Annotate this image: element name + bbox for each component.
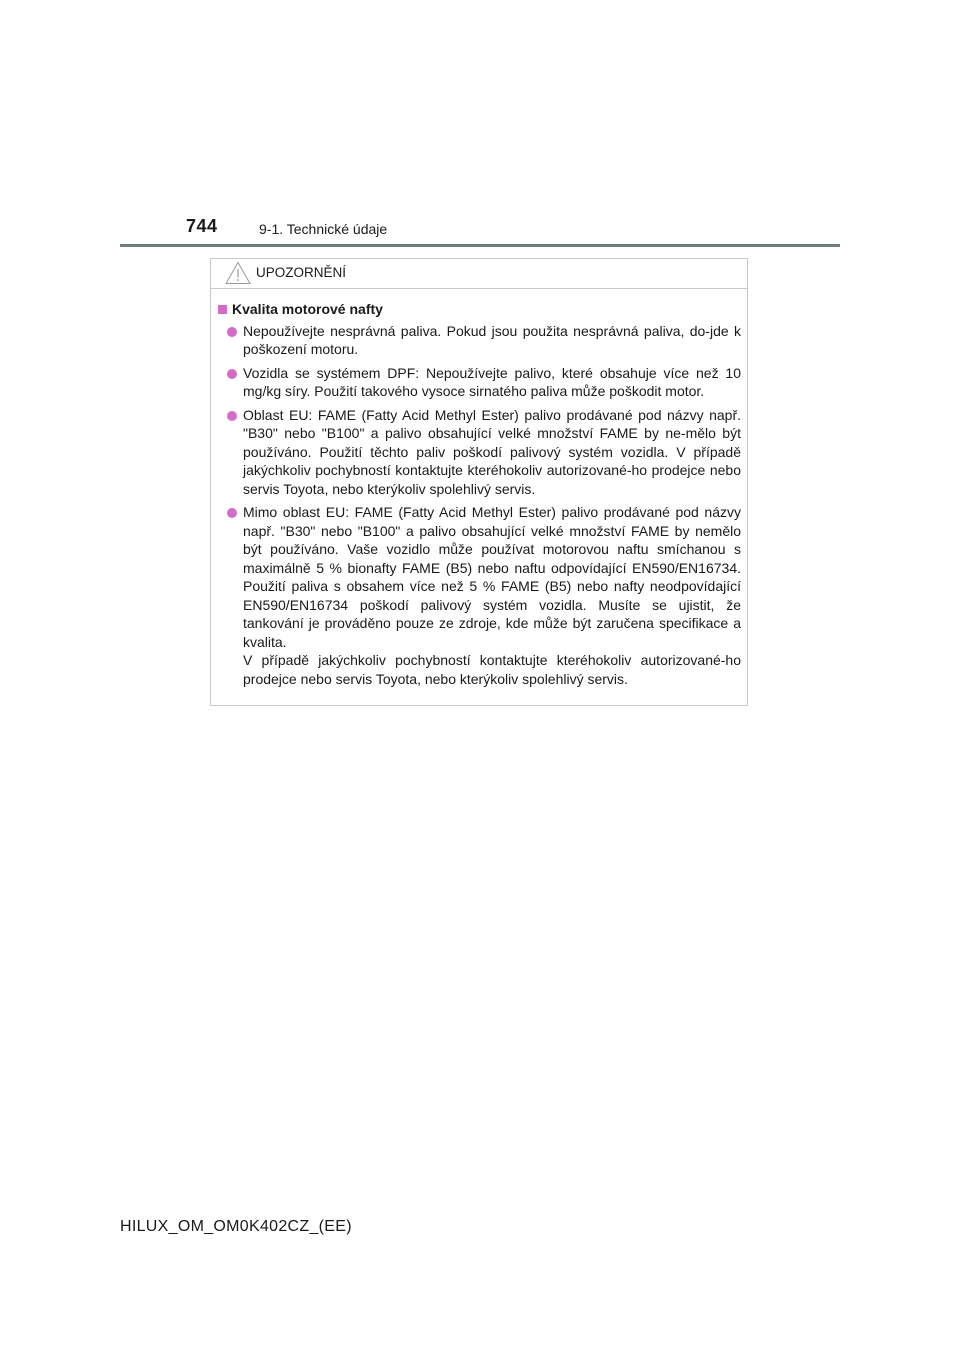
warning-box — [210, 258, 748, 706]
warning-header — [211, 259, 747, 289]
list-item — [217, 503, 741, 688]
bullet-text: Nepoužívejte nesprávná paliva. Pokud jsou použita nesprávná paliva, do-jde k poškození motoru. — [243, 322, 741, 357]
warning-title: UPOZORNĚNÍ — [256, 265, 347, 280]
bullet-list — [217, 322, 741, 689]
warning-triangle-icon — [225, 261, 251, 285]
subheading — [217, 300, 741, 319]
subheading-text: Kvalita motorové nafty — [232, 301, 383, 317]
bullet-text: Oblast EU: FAME (Fatty Acid Methyl Ester) palivo prodávané pod názvy např. "B30" nebo "B100" a palivo obsahující velké množství FAME by ne-mělo být používáno. Použití těchto paliv poškodí palivový systém vozidla. V případě jakýchkoliv pochybností kontaktujte kteréhokoliv autorizované-ho prodejce nebo servis Toyota, nebo kterýkoliv spolehlivý servis. — [243, 406, 741, 497]
square-bullet-icon — [218, 305, 227, 314]
dot-bullet-icon — [227, 411, 237, 421]
section-title: 9-1. Technické údaje — [259, 221, 388, 237]
dot-bullet-icon — [227, 327, 237, 337]
dot-bullet-icon — [227, 508, 237, 518]
bullet-text: Mimo oblast EU: FAME (Fatty Acid Methyl Ester) palivo prodávané pod názvy např. "B30" nebo "B100" a palivo obsahující velké množství FAME by nemělo být používáno. Vaše vozidlo může používat motorovou naftu smíchanou s maximálně 5 % bionafty FAME (B5) nebo naftu odpovídající EN590/EN16734. Použití paliva s obsahem více než 5 % FAME (B5) nebo nafty neodpovídající EN590/EN16734 poškodí palivový systém vozidla. Musíte se ujistit, že tankování je prováděno pouze ze zdroje, kde může být zaručena specifikace a kvalita. — [243, 504, 741, 650]
dot-bullet-icon — [227, 369, 237, 379]
document-code: HILUX_OM_OM0K402CZ_(EE) — [120, 1218, 352, 1235]
bullet-text: Vozidla se systémem DPF: Nepoužívejte palivo, které obsahuje více než 10 mg/kg síry. Použití takového vysoce sirnatého paliva může poškodit motor. — [243, 364, 741, 399]
bullet-text-continued: V případě jakýchkoliv pochybností kontaktujte kteréhokoliv autorizované-ho prodejce nebo servis Toyota, nebo kterýkoliv spolehlivý servis. — [243, 652, 741, 687]
header-rule — [120, 244, 840, 247]
page-number: 744 — [186, 216, 218, 236]
list-item — [217, 364, 741, 401]
warning-content — [211, 289, 747, 688]
list-item — [217, 322, 741, 359]
list-item — [217, 406, 741, 499]
